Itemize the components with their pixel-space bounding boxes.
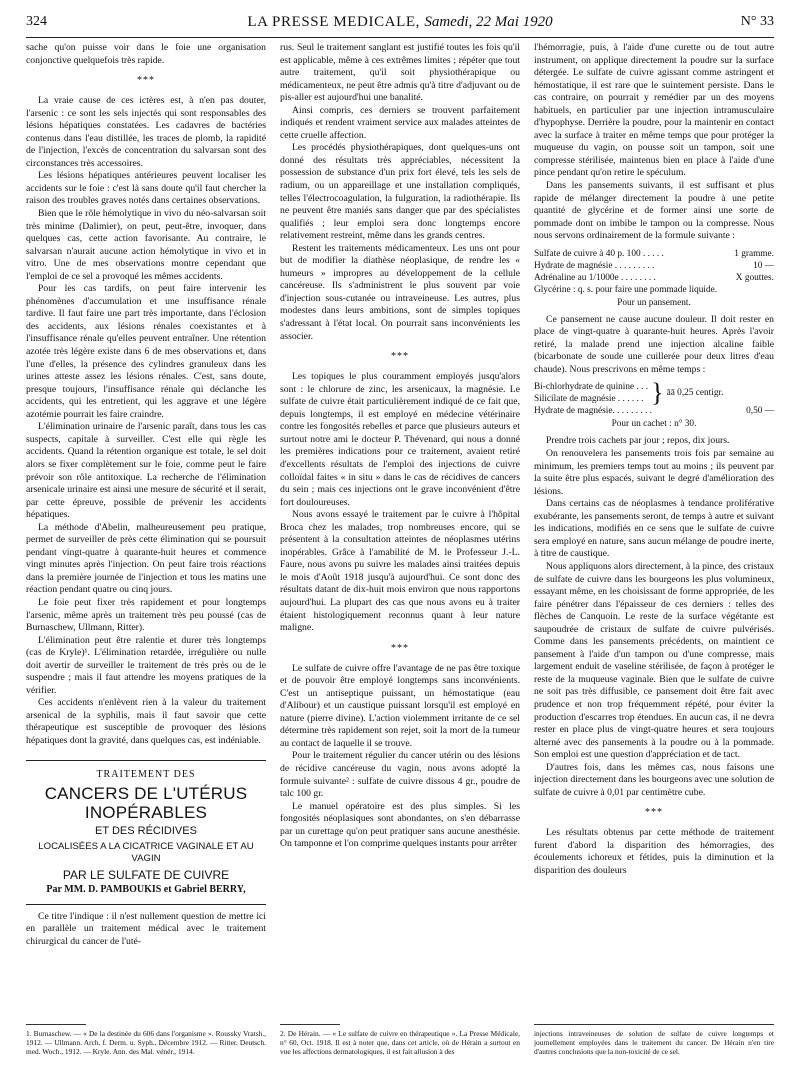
paragraph: Dans les pansements suivants, il est suffisant et plus rapide de mélanger directement la poudre à une petite quantité de glycérine et de former ainsi une sorte de pommade dont on imbibe le tampon ou la compresse. Nous nous servons ordinairement de la formule suivante : xyxy=(534,180,774,242)
page-number: 324 xyxy=(26,14,47,29)
footnote-block xyxy=(26,1024,266,1057)
paragraph: Ainsi compris, ces derniers se trouvent parfaitement indiqués et rendent vraiment service aux malades atteintes de cette cruelle affection. xyxy=(280,104,520,141)
footnote-rule xyxy=(280,1024,340,1025)
paragraph: Les lésions hépatiques antérieures peuvent localiser les accidents sur le foie : c'est là sans doute qu'il faut chercher la raison des troubles graves notés dans certaines observations. xyxy=(26,170,266,207)
formula-item: Bi-chlorhydrate de quinine . . . xyxy=(534,382,649,393)
formula-quantity: X gouttes. xyxy=(735,272,774,283)
paragraph: Nous appliquons alors directement, à la pince, des cristaux de sulfate de cuivre dans les bourgeons les plus volumineux, essayant même, en les choisissant de forme appropriée, de les faire pénétrer dans l'épaisseur de ces derniers : telles des flèches de Canquoin. Le reste de la surface végétante est saupoudrée de cristaux de sulfate de cuivre pulvérisés. Comme dans les pansements précédents, on maintient ce pansement à l'aide d'un tampon ou d'une compresse, mais largement enduit de vaseline stérilisée, de façon à protéger le reste de la muqueuse vaginale. Bien que le sulfate de cuivre ne soit pas très diffusible, ce pansement doit être fait avec prudence et non trop fréquemment répété, pour éviter la production d'escarres trop étendues. En aucun cas, il ne devra rester en place plus de vingt-quatre heures et sera toujours alterné avec des pansements à la poudre ou à la pommade. Son emploi est une question d'appréciation et de tact. xyxy=(534,560,774,761)
paragraph: rus. Seul le traitement sanglant est justifié toutes les fois qu'il est applicable, même à ces extrêmes limites ; répéter que tout autre traitement, qu'il soit physiothérapique ou médicamenteux, ne peut être admis qu'à titre d'adjuvant ou de pis-aller est aujourd'hui une banalité. xyxy=(280,42,520,104)
paragraph: Nous avons essayé le traitement par le cuivre à l'hôpital Broca chez les malades, trop nombreuses encore, qui se présentent à la consultation atteintes de néoplasmes utérins inopérables. Grâce à l'amabilité de M. le Professeur J.-L. Faure, nous avons pu suivre les malades ainsi traitées depuis le mois d'Août 1918 jusqu'à aujourd'hui. Ce sont donc des résultats datant de dix-huit mois environ que nous rapportons aujourd'hui. La plupart des cas que nous avons eu à traiter étaient histologiquement reconnus quant à leur nature maligne. xyxy=(280,509,520,634)
formula-brace-group xyxy=(534,378,774,408)
section-separator: *** xyxy=(391,642,409,654)
article-kicker: TRAITEMENT DES xyxy=(96,768,196,780)
article-subtitle: LOCALISÉES A LA CICATRICE VAGINALE ET AU VAGIN xyxy=(38,840,254,865)
formula-item: Sulfate de cuivre à 40 p. 100 . . . . . xyxy=(534,248,664,259)
formula-items xyxy=(534,381,648,405)
formula-row xyxy=(534,248,774,260)
footnote: 1. Burnaschew. — « De la destinée du 606 dans l'organisme ». Roussky Vratsh., 1912. — Ullmann. Arch. f. Derm. u. Syph., Décembre 1912. — Ritter. Deutsch. med. Woch., 1912. — Kryle. Ann. des Mal. vénér., 1914. xyxy=(26,1029,266,1057)
formula-item: Adrénaline au 1/1000e . . . . . . . . xyxy=(534,272,656,283)
issue-date: Samedi, 22 Mai 1920 xyxy=(424,14,553,30)
paragraph: Restent les traitements médicamenteux. Les uns ont pour but de modifier la diathèse néoplasique, de rendre les « humeurs » impropres au développement de la cellule cancéreuse. Ils s'administrent le plus souvent par voie d'injection sous-cutanée ou intraveineuse. Les autres, plus modestes dans leurs ambitions, sont de simples topiques s'adressant à l'état local. On pourrait sans inconvénients les associer. xyxy=(280,242,520,342)
paragraph: Ce pansement ne cause aucune douleur. Il doit rester en place de vingt-quatre à quarante-huit heures. Après l'avoir retiré, la malade prend une injection alcaline faible (bicarbonate de soude une cuillerée pour deux litres d'eau chaude). Nous prescrivons en même temps : xyxy=(534,313,774,375)
paragraph: Pour le traitement régulier du cancer utérin ou des lésions de récidive cancéreuse du vagin, nous avons adopté la formule suivante² : sulfate de cuivre dissous 4 gr., poudre de talc 100 gr. xyxy=(280,750,520,800)
paragraph: Ces accidents n'enlèvent rien à la valeur du traitement arsenical de la syphilis, mais il faut savoir que cette thérapeutique est susceptible de provoquer des lésions hépatiques dont la gravité, dans quelques cas, est indéniable. xyxy=(26,697,266,746)
formula-row xyxy=(534,405,774,417)
formula-quantity: 1 gramme. xyxy=(734,248,774,259)
footnote: 2. De Hérain. — « Le sulfate de cuivre en thérapeutique ». La Presse Médicale, n° 60, Oct. 1918. Il est à noter que, dans cet article, où de Hérain a surtout en vue les affections dermatologiques, il est fait allusion à des xyxy=(280,1029,520,1057)
paragraph: Prendre trois cachets par jour ; repos, dix jours. xyxy=(546,435,730,447)
formula-item: Hydrate de magnésie. . . . . . . . . xyxy=(534,406,652,417)
paragraph: D'autres fois, dans les mêmes cas, nous faisons une injection directement dans les bourgeons avec une solution de sulfate de cuivre à 0,01 par centimètre cube. xyxy=(534,761,774,798)
footnote-rule xyxy=(534,1024,774,1025)
formula-caption: Pour un cachet : n° 30. xyxy=(611,419,697,430)
paragraph: La vraie cause de ces ictères est, à n'en pas douter, l'arsenic : ce sont les sels injectés qui sont responsables des lésions hépatiques constatées. Les cadavres de bactéries contenus dans l'eau distillée, les traces de plomb, la rapidité de l'injection, l'excès de concentration du salvarsan sont des circonstances très accessoires. xyxy=(26,95,266,169)
journal-name: LA PRESSE MEDICALE, xyxy=(247,14,420,30)
paragraph: L'élimination urinaire de l'arsenic paraît, dans tous les cas suspects, capitale à surveiller. C'est elle qui règle les accidents. Quand la rétention organique est totale, le sel doit alors se fixer complètement sur le foie, comme peut le faire prévoir son rôle antitoxique. La recherche de l'élimination arsenicale urinaire est ainsi une mesure de sécurité et il serait, par cette épreuve, possible de prévenir les accidents hépatiques. xyxy=(26,421,266,521)
paragraph: Les topiques le plus couramment employés jusqu'alors sont : le chlorure de zinc, les arsenicaux, la magnésie. Le sulfate de cuivre était particulièrement indiqué de ce fait que, depuis longtemps, il est employé en médecine vétérinaire contre les fongosités rebelles et parce que plusieurs auteurs et surtout notre ami le docteur P. Thévenard, qui nous a donné les premières indications pour ce traitement, avaient retiré d'excellents résultats de l'emploi des injections de cuivre colloïdal faites « in situ » dans le cas de récidives de cancers du sein ; mais ces injections ont le grave inconvénient d'être fort douloureuses. xyxy=(280,371,520,508)
page-header xyxy=(26,14,774,36)
article-heading xyxy=(26,760,266,905)
formula-item: Glycérine : q. s. pour faire une pommade liquide. xyxy=(534,284,718,295)
formula-row xyxy=(534,260,774,272)
paragraph: L'élimination peut être ralentie et durer très longtemps (cas de Kryle)¹. L'élimination retardée, irrégulière ou nulle doit avertir de surveiller le traitement de très près ou de le suspendre ; mais il faut attendre les moyens pratiques de la vérifier. xyxy=(26,634,266,696)
paragraph: l'hémorragie, puis, à l'aide d'une curette ou de tout autre instrument, on applique directement la poudre sur la surface détergée. Le sulfate de cuivre agissant comme astringent et hémostatique, il est rare que le suintement persiste. Dans le cas contraire, on pourrait y remédier par un des moyens habituels, en particulier par une injection intramusculaire d'hypophyse. Derrière la poudre, pour la maintenir en contact avec la surface à traiter en même temps que pour protéger la muqueuse du vagin, on pousse soit un tampon, soit une compresse stérilisée, maintenus bien en place à l'aide d'une pince pendant qu'on retire le spéculum. xyxy=(534,42,774,179)
article-subtitle: ET DES RÉCIDIVES xyxy=(95,825,197,838)
article-subtitle: PAR LE SULFATE DE CUIVRE xyxy=(62,867,230,882)
formula-row xyxy=(534,284,774,296)
section-separator: *** xyxy=(137,75,155,87)
brace-glyph: } xyxy=(651,378,664,408)
column-2 xyxy=(280,42,520,851)
article-authors: Par MM. D. PAMBOUKIS et Gabriel BERRY, xyxy=(46,884,246,896)
paragraph: Bien que le rôle hémolytique in vivo du néo-salvarsan soit très minime (Dalimier), on peut, peut-être, invoquer, dans quelques cas, cette action favorisante. Au contraire, le salvarsan n'aurait aucune action hémolytique in vivo et in vitro. Une de mes observations montre cependant que l'emploi de ce sel a provoqué les mêmes accidents. xyxy=(26,208,266,282)
paragraph: Pour les cas tardifs, on peut faire intervenir les phénomènes d'accumulation et une insuffisance rénale tardive. Il faut faire une part très importante, dans l'éclosion des accidents, aux lésions rénales coexistantes et à l'insuffisance rénale qu'elles peuvent entraîner. Une rétention azotée très légère existe dans 6 de mes observations et, dans l'une d'elles, la présence des cylindres granuleux dans les urines atteste assez les lésions rénales. C'est, sans doute, presque toujours, l'insuffisance rénale qui déclanche les accidents, qui les entretient, qui les aggrave et une légère azotémie pourrait les faire craindre. xyxy=(26,283,266,420)
formula-row xyxy=(534,272,774,284)
paragraph: Le manuel opératoire est des plus simples. Si les fongosités néoplasiques sont abondantes, on s'en débarrasse par un curettage qu'on peut pratiquer sans aucune anesthésie. On tamponne et l'on comprime quelques instants pour arrêter xyxy=(280,800,520,850)
formula-item: Hydrate de magnésie . . . . . . . . . xyxy=(534,260,655,271)
formula-item: Silicilate de magnésie . . . . . . xyxy=(534,394,644,405)
formula-quantity: āā 0,25 centigr. xyxy=(666,388,724,399)
paragraph: Les procédés physiothérapiques, dont quelques-uns ont donné des résultats très appréciables, nécessitent la possession de substance d'un prix fort élevé, tels les sels de radium, ou un appareillage et une installation compliqués, telles l'électrocoagulation, la fulguration, la radiothérapie. Ils ne peuvent être maniés sans danger que par des spécialistes qualifiés ; leur emploi sera donc longtemps encore relativement restreint, même dans les grands centres. xyxy=(280,142,520,242)
section-separator: *** xyxy=(645,807,663,819)
column-1 xyxy=(26,42,266,948)
paragraph: Dans certains cas de néoplasmes à tendance proliférative exubérante, les pansements seront, de temps à autre et suivant les indications, modifiés en ce sens que le sulfate de cuivre sera employé en nature, sans aucun mélange de poudre inerte, à titre de caustique. xyxy=(534,498,774,560)
paragraph: On renouvelera les pansements trois fois par semaine au minimum, les premiers temps tout au moins ; ils peuvent par la suite être plus espacés, suivant le degré d'amélioration des lésions. xyxy=(534,448,774,497)
footnote-block xyxy=(534,1024,774,1057)
footnote-rule xyxy=(26,1024,86,1025)
paragraph: La méthode d'Abelin, malheureusement peu pratique, permet de surveiller de près cette élimination qui se poursuit pendant vingt-quatre à quarante-huit heures et commence vingt minutes après l'injection. On peut faire trois réactions dans la première journée de l'injection et tous les matins une réaction pendant quatre ou cinq jours. xyxy=(26,521,266,596)
issue-number: N° 33 xyxy=(740,14,774,29)
journal-title xyxy=(26,14,774,31)
formula-quantity: 10 — xyxy=(753,260,774,271)
section-separator: *** xyxy=(391,351,409,363)
formula-block xyxy=(534,378,774,430)
paragraph: Les résultats obtenus par cette méthode de traitement furent d'abord la disparition des hémorragies, des écoulements ichoreux et fétides, puis la diminution et la disparition des douleurs xyxy=(534,827,774,876)
formula-caption: Pour un pansement. xyxy=(617,297,691,308)
paragraph: Le foie peut fixer très rapidement et pour longtemps l'arsenic, même après un traitement très peu poussé (cas de Burnaschew, Ullmann, Ritter). xyxy=(26,596,266,634)
footnote-block xyxy=(280,1024,520,1057)
column-3 xyxy=(534,42,774,878)
header-rule xyxy=(26,37,774,38)
formula-block xyxy=(534,248,774,309)
paragraph: Le sulfate de cuivre offre l'avantage de ne pas être toxique et de pouvoir être employé longtemps sans inconvénients. C'est un antiseptique puissant, un hémostatique (eau d'Alibour) et un caustique puissant lorsqu'il est employé en nature (pierre divine). L'action violemment irritante de ce sel détermine très rapidement son rejet, soit la mort de la tumeur au contact de laquelle il se trouve. xyxy=(280,662,520,749)
footnote: injections intraveineuses de solution de sulfate de cuivre longtemps et journellement employées dans le traitement du cancer. De Hérain n'en tire d'autres conclusions que la non-toxicité de ce sel. xyxy=(534,1029,774,1057)
paragraph: sache qu'on puisse voir dans le foie une organisation conjonctive quelquefois très rapide. xyxy=(26,42,266,66)
paragraph: Ce titre l'indique : il n'est nullement question de mettre ici en parallèle un traitement médical avec le traitement chirurgical du cancer de l'uté- xyxy=(26,910,266,947)
article-title: CANCERS DE L'UTÉRUS INOPÉRABLES xyxy=(44,784,248,823)
formula-quantity: 0,50 — xyxy=(746,406,774,417)
